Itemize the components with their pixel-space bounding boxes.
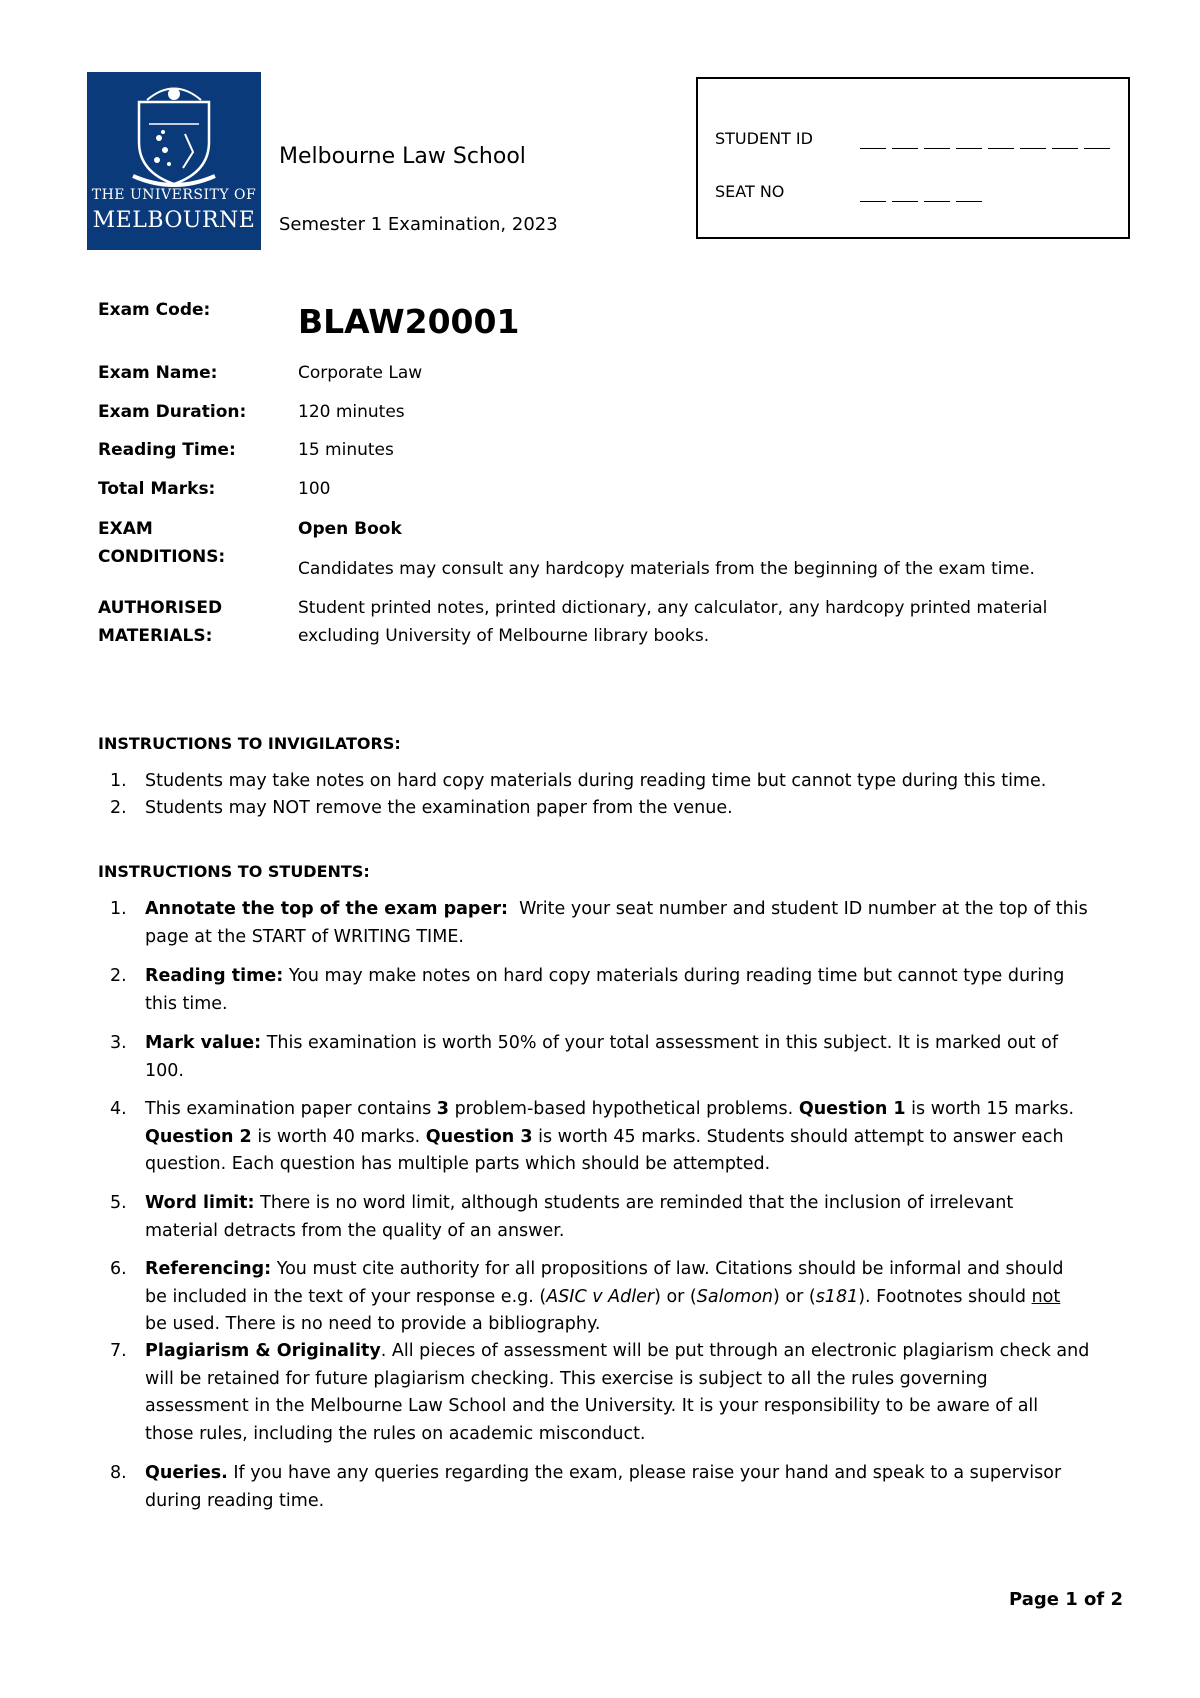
exam-conditions-label-line2: CONDITIONS:: [98, 547, 226, 567]
student-id-label: STUDENT ID: [715, 129, 813, 148]
exam-duration-label: Exam Duration:: [98, 402, 247, 422]
exam-conditions-title: Open Book: [298, 519, 402, 539]
exam-duration: 120 minutes: [298, 402, 405, 422]
exam-name-label: Exam Name:: [98, 363, 218, 383]
reading-time: 15 minutes: [298, 440, 394, 460]
university-logo: [87, 72, 261, 250]
invigilator-instructions-heading: INSTRUCTIONS TO INVIGILATORS:: [98, 734, 401, 753]
exam-name: Corporate Law: [298, 363, 423, 383]
total-marks: 100: [298, 479, 331, 499]
authorised-materials-line2: excluding University of Melbourne library books.: [298, 626, 710, 646]
semester-label: Semester 1 Examination, 2023: [279, 214, 558, 235]
seat-no-label: SEAT NO: [715, 182, 785, 201]
exam-code: BLAW20001: [298, 302, 520, 341]
authorised-materials-line1: Student printed notes, printed dictionary, any calculator, any hardcopy printed material: [298, 598, 1048, 618]
authorised-materials-label-line1: AUTHORISED: [98, 598, 223, 618]
school-name: Melbourne Law School: [279, 144, 526, 169]
logo-text-line1: THE UNIVERSITY OF: [91, 187, 257, 203]
student-instructions-heading: INSTRUCTIONS TO STUDENTS:: [98, 862, 370, 881]
seat-no-blanks[interactable]: [860, 200, 982, 202]
student-id-box: [696, 77, 1130, 239]
logo-text-line2: MELBOURNE: [92, 208, 256, 233]
total-marks-label: Total Marks:: [98, 479, 216, 499]
authorised-materials-label-line2: MATERIALS:: [98, 626, 213, 646]
reading-time-label: Reading Time:: [98, 440, 236, 460]
page-number: Page 1 of 2: [1009, 1589, 1123, 1610]
student-id-blanks[interactable]: [860, 147, 1110, 149]
exam-conditions-text: Candidates may consult any hardcopy materials from the beginning of the exam time.: [298, 559, 1035, 579]
exam-cover-page: THE UNIVERSITY OF MELBOURNE Melbourne Law School Semester 1 Examination, 2023 STUDENT ID SEAT NO Exam Code: BLAW20001 Exam Name: Corporate Law Exam Duration: 120 minutes Reading Time: 15 minutes Total Marks: 100 EXAM CONDITIONS: Open Book Candidates may consult any hardcopy materials from the beginning of the exam time. AUTHORISED MATERIALS: Student printed notes, printed dictionary, any calculator, any hardcopy printed material excluding University of Melbourne library books. INSTRUCTIONS TO INVIGILATORS: 1. Students may take notes on hard copy materials during reading time but cannot type during this time. 2. Students may NOT remove the examination paper from the venue. INSTRUCTIONS TO STUDENTS: 1. Annotate the top of the exam paper: Write your seat number and student ID number at the top of this page at the START of WRITING TIME. 2. Reading time: You may make notes on hard copy materials during reading time but cannot type during this time. 3. Mark value: This examination is worth 50% of your total assessment in this subject. It is marked out of 100. 4. This examination paper contains 3 problem-based hypothetical problems. Question 1 is worth 15 marks. Question 2 is worth 40 marks. Question 3 is worth 45 marks. Students should attempt to answer each question. Each question has multiple parts which should be attempted. 5. Word limit: There is no word limit, although students are reminded that the inclusion of irrelevant material detracts from the quality of an answer. 6. Referencing: You must cite authority for all propositions of law. Citations should be informal and should be included in the text of your response e.g. (ASIC v Adler) or (Salomon) or (s181). Footnotes should not be used. There is no need to provide a bibliography. 7. Plagiarism & Originality. All pieces of assessment will be put through an electronic plagiarism check and will be retained for future plagiarism checking. This exercise is subject to all the rules governing assessment in the Melbourne Law School and the University. It is your responsibility to be aware of all those rules, including the rules on academic misconduct. 8. Queries. If you have any queries regarding the exam, please raise your hand and speak to a supervisor during reading time. Page 1 of 2: [0, 0, 1200, 1698]
exam-conditions-label-line1: EXAM: [98, 519, 153, 539]
exam-code-label: Exam Code:: [98, 300, 211, 320]
